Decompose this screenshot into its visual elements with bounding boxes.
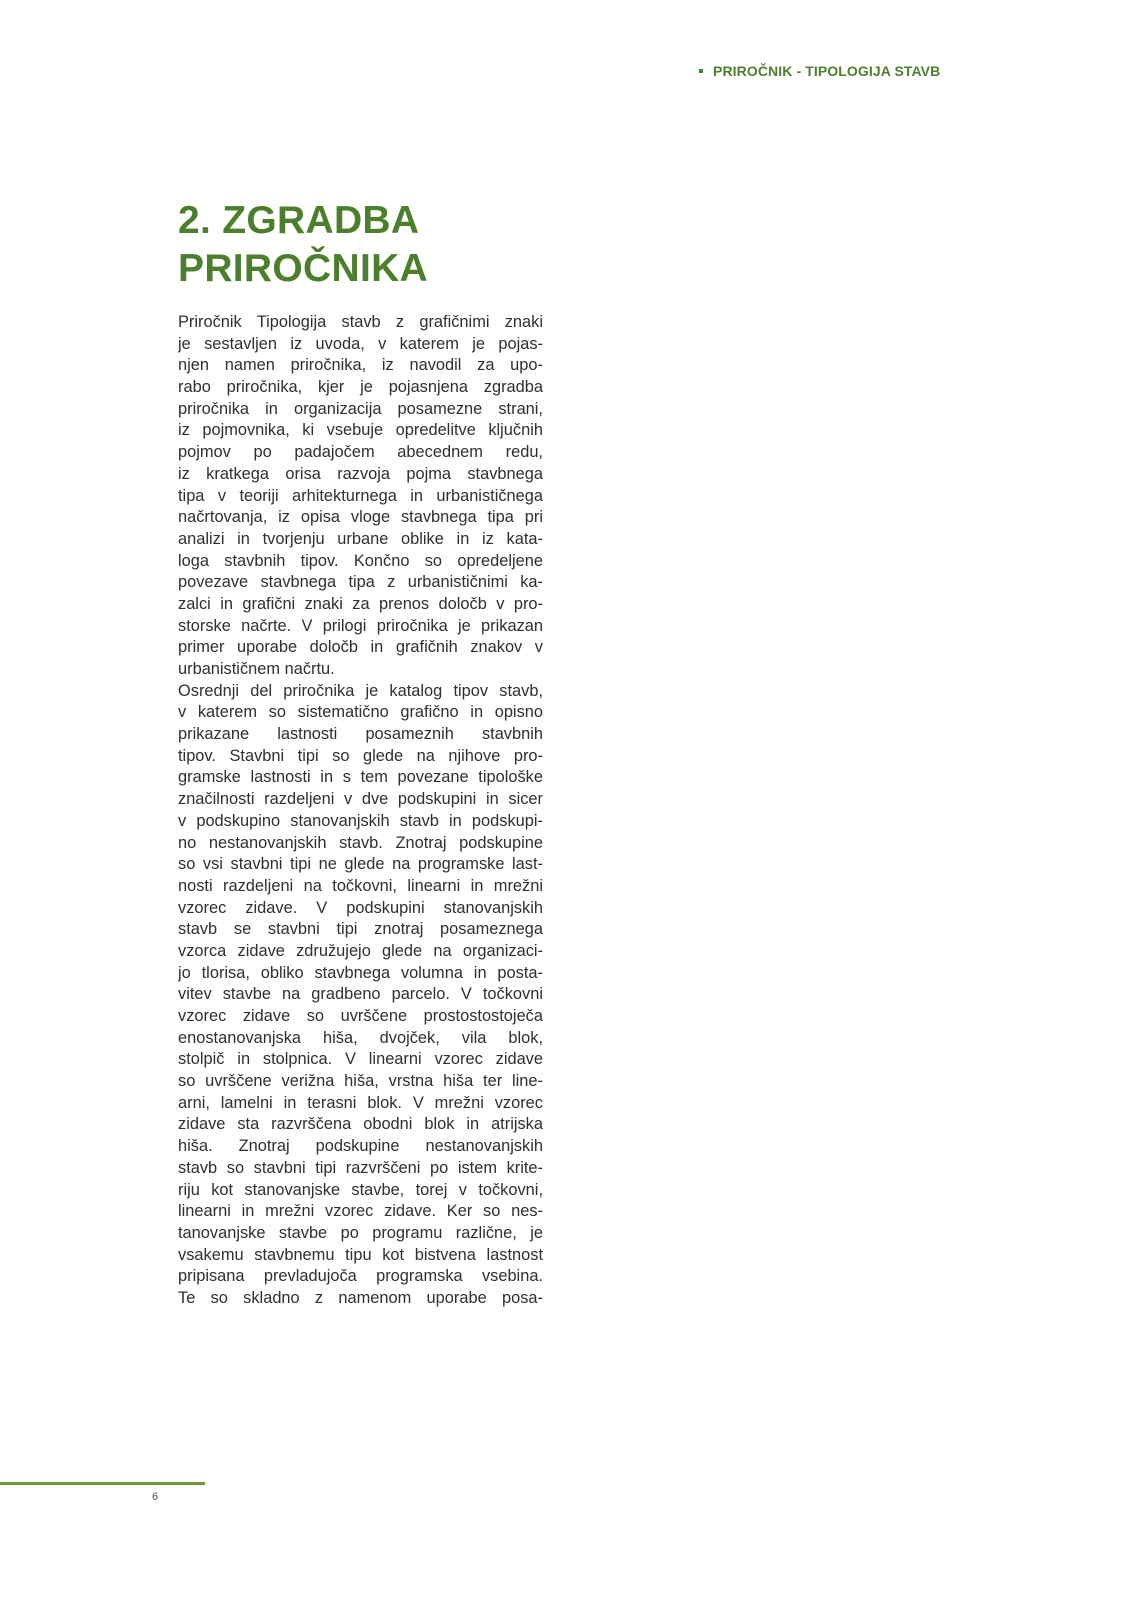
body-text-line: rabo priročnika, kjer je pojasnjena zgradba: [178, 378, 543, 397]
body-text-line: značilnosti razdeljeni v dve podskupini in sicer: [178, 790, 543, 809]
body-text-line: vzorec zidave so uvrščene prostostostoječa: [178, 1007, 543, 1025]
body-text-line: vzorec zidave. V podskupini stanovanjskih: [178, 898, 543, 917]
body-text-line: so vsi stavbni tipi ne glede na programske last-: [178, 855, 543, 874]
body-text-line: gramske lastnosti in s tem povezane tipološke: [178, 768, 543, 787]
body-text-line: storske načrte. V prilogi priročnika je prikazan: [178, 616, 543, 635]
body-text-line: vitev stavbe na gradbeno parcelo. V točkovni: [178, 985, 543, 1004]
body-text-line: Osrednji del priročnika je katalog tipov stavb,: [178, 681, 543, 700]
body-text-line: arni, lamelni in terasni blok. V mrežni vzorec: [178, 1093, 543, 1112]
body-text-line: linearni in mrežni vzorec zidave. Ker so nes-: [178, 1202, 543, 1221]
running-header-title: PRIROČNIK - TIPOLOGIJA STAVB: [713, 63, 941, 79]
body-text-line: jo tlorisa, obliko stavbnega volumna in posta-: [178, 963, 543, 982]
chapter-title: [178, 197, 428, 293]
body-text-line: urbanističnem načrtu.: [178, 660, 335, 678]
body-text-line: Te so skladno z namenom uporabe posa-: [178, 1288, 543, 1307]
body-text-line: iz pojmovnika, ki vsebuje opredelitve ključnih: [178, 421, 543, 440]
body-text-line: tipov. Stavbni tipi so glede na njihove pro-: [178, 746, 543, 765]
body-text-line: njen namen priročnika, iz navodil za upo-: [178, 356, 543, 375]
body-text-line: Priročnik Tipologija stavb z grafičnimi znaki: [178, 313, 543, 331]
body-text-line: prikazane lastnosti posameznih stavbnih: [178, 725, 543, 744]
footer-rule: [0, 1482, 205, 1485]
chapter-title-line-1: 2. ZGRADBA: [178, 199, 420, 242]
body-text-line: v katerem so sistematično grafično in opisno: [178, 703, 543, 722]
body-text-line: analizi in tvorjenju urbane oblike in iz kata-: [178, 529, 543, 548]
body-text-line: vzorca zidave združujejo glede na organizaci-: [178, 941, 543, 960]
body-text-line: priročnika in organizacija posamezne strani,: [178, 399, 543, 418]
body-text-line: riju kot stanovanjske stavbe, torej v točkovni,: [178, 1180, 543, 1199]
body-text-line: načrtovanja, iz opisa vloge stavbnega tipa pri: [178, 508, 543, 527]
body-text-line: vsakemu stavbnemu tipu kot bistvena lastnost: [178, 1245, 543, 1264]
running-header: [699, 63, 940, 79]
body-text-line: nosti razdeljeni na točkovni, linearni in mrežni: [178, 876, 543, 895]
body-text-line: stavb se stavbni tipi znotraj posameznega: [178, 920, 543, 939]
body-text-line: stavb so stavbni tipi razvrščeni po istem krite-: [178, 1158, 543, 1177]
body-text-line: povezave stavbnega tipa z urbanističnimi ka-: [178, 573, 543, 592]
body-text-line: enostanovanjska hiša, dvojček, vila blok,: [178, 1028, 543, 1047]
body-text-line: stolpič in stolpnica. V linearni vzorec zidave: [178, 1050, 543, 1069]
body-text-line: tipa v teoriji arhitekturnega in urbanističnega: [178, 486, 543, 505]
body-text-line: no nestanovanjskih stavb. Znotraj podskupine: [178, 833, 543, 852]
chapter-title-line-2: PRIROČNIKA: [178, 247, 429, 290]
body-text-line: so uvrščene verižna hiša, vrstna hiša ter line-: [178, 1072, 543, 1091]
body-text-line: hiša. Znotraj podskupine nestanovanjskih: [178, 1137, 543, 1156]
body-text-column: [178, 312, 543, 1310]
body-text-line: zidave sta razvrščena obodni blok in atrijska: [178, 1115, 543, 1134]
body-text-line: tanovanjske stavbe po programu različne, je: [178, 1223, 543, 1242]
page-number: 6: [152, 1491, 159, 1503]
body-text-line: je sestavljen iz uvoda, v katerem je pojas-: [178, 334, 543, 353]
body-text-line: pojmov po padajočem abecednem redu,: [178, 443, 543, 462]
body-text-line: primer uporabe določb in grafičnih znakov v: [178, 638, 543, 657]
body-text-line: pripisana prevladujoča programska vsebina.: [178, 1267, 543, 1286]
body-text-line: zalci in grafični znaki za prenos določb v pro-: [178, 594, 543, 613]
body-text-line: loga stavbnih tipov. Končno so opredeljene: [178, 551, 543, 570]
body-text-line: iz kratkega orisa razvoja pojma stavbnega: [178, 464, 543, 483]
body-text-line: v podskupino stanovanjskih stavb in podskupi-: [178, 811, 543, 830]
header-bullet-icon: [699, 69, 703, 73]
